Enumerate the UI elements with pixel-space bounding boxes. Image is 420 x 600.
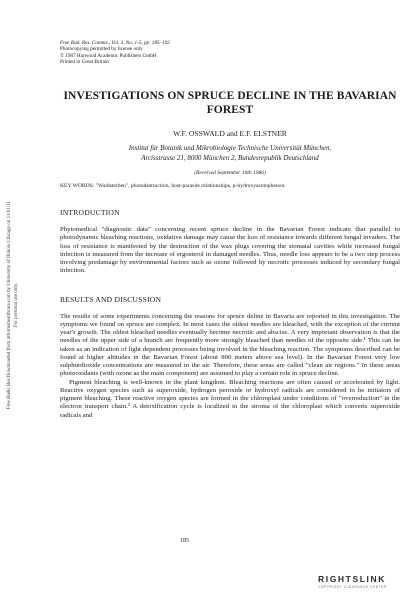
rightslink-text: RIGHTSLINK xyxy=(318,574,386,584)
received-date: (Received September 10th 1986) xyxy=(194,170,266,177)
article-authors: W.F. OSSWALD and E.F. ELSTNER xyxy=(173,129,287,139)
download-note-line2: For personal use only. xyxy=(14,282,19,328)
results-heading: RESULTS AND DISCUSSION xyxy=(60,294,162,304)
article-page xyxy=(60,40,400,420)
keywords-label: KEY WORDS: xyxy=(60,183,95,190)
rightslink-logo[interactable] xyxy=(318,574,408,590)
page-number: 185 xyxy=(180,538,189,544)
affiliation-line-1: Institut für Botanik und Mikrobiologie Technische Universität München, xyxy=(128,144,332,153)
keywords-text: "Waldsterben", photodestruction, host-parasite relationships, p-hydroxyacetophenon. xyxy=(95,183,286,190)
results-paragraph-1: The results of some experiments concerning the reasons for spruce deline in Bavaria are reported in this investigation. The symptoms we found on spruce are complex. In most cases the oldest needles are bleached, with the exception of the current year's growth. The oldest bleached needles eventually become necrotic and abscise. A very important observation is that the needles of the upper side of a branch are frequently more strongly bleached than needles of the opposite side.¹ This can be taken as an indication of light dependent processes being involved in the bleaching reaction. The symptoms described can be found at higher altitudes in the Bavarian Forest (about 800 meters above sea level). In the Bavarian Forest very low sulphurdioxide concentrations are measured in the air. Therefore, these areas are called "clean air regions." In these areas photooxidants (with ozone as the main component) are assumed to play a certain role in spruce decline. xyxy=(60,312,400,378)
introduction-paragraph: Phytomedical "diagnostic data" concerning recent spruce decline in the Bavarian Forest indicate that parallel to photodynamic bleaching reactions, oxidative damage may cause the loss of resistance towards different fungal invaders. The loss of resistance is manifested by the destruction of the wax plugs covering the stomatal cavities while increased fungal infection is measured from the increase of ergosterol in damaged needles. Thus, needle loss appears to be a two step process involving predamage by environmental factors such as ozone followed by necrotic processes induced by secondary fungal infection. xyxy=(60,226,400,275)
download-side-note-text xyxy=(6,201,20,409)
author-affiliation xyxy=(60,144,400,163)
article-title: INVESTIGATIONS ON SPRUCE DECLINE IN THE BAVARIAN FOREST xyxy=(63,90,397,117)
affiliation-line-2: Arcisstrasse 21, 8000 München 2, Bundesrepublik Deutschland xyxy=(141,153,319,162)
journal-info xyxy=(60,40,400,65)
copyright-notice: © 1987 Harwood Academic Publishers GmbH xyxy=(60,52,157,59)
photocopy-notice: Photocopying permitted by license only xyxy=(60,46,143,53)
keywords xyxy=(60,183,400,190)
printed-notice: Printed in Great Britain xyxy=(60,58,109,65)
download-note-line1: Free Radic Res Downloaded from informahealthcare.com by University of Illinois Chicago on 11/01/11 xyxy=(7,200,12,410)
results-paragraph-2: Pigment bleaching is well-known in the plant kingdom. Bleaching reactions are often caused or accelerated by light. Reactive oxygen species such as superoxide, hydrogen peroxide or hydroxyl radicals are considered to be initiators of pigment bleaching. These reactive oxygen species are formed in the chloroplast under conditions of "overreduction" in the electron transport chain.² A detoxification cycle is localized in the stroma of the chloroplast which converts superoxide radicals and xyxy=(60,378,400,419)
rightslink-subtext: COPYRIGHT CLEARANCE CENTER xyxy=(318,585,387,589)
journal-citation: Free Rad. Res. Comms., Vol. 3, No. 1-5, pp. 185–192 xyxy=(60,40,170,46)
introduction-heading: INTRODUCTION xyxy=(60,208,120,218)
download-side-note xyxy=(0,150,26,460)
